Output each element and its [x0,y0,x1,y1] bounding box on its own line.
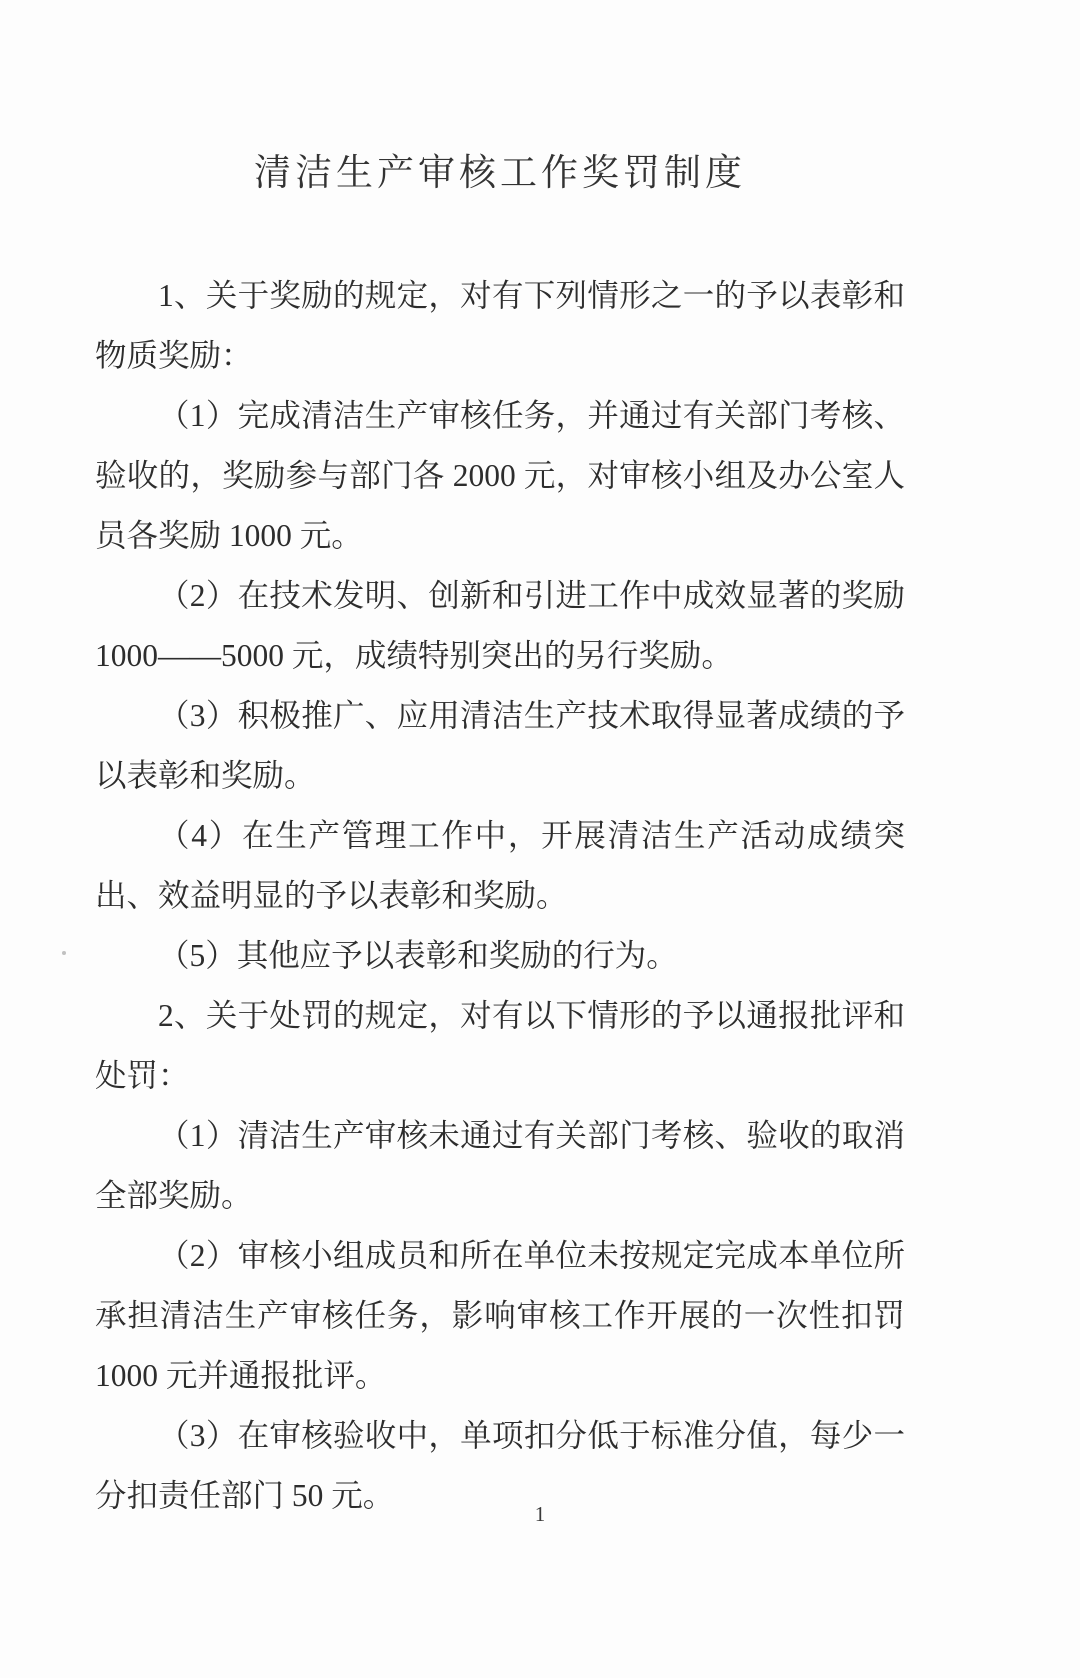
document-body [95,266,905,1526]
scan-artifact-dot [62,951,66,955]
paragraph-penalty-item-1: （1）清洁生产审核未通过有关部门考核、验收的取消全部奖励。 [95,1118,905,1213]
document-content [95,150,905,1526]
paragraph-penalty-item-2: （2）审核小组成员和所在单位未按规定完成本单位所承担清洁生产审核任务，影响审核工作开展的一次性扣罚 1000 元并通报批评。 [95,1238,905,1393]
document-title: 清洁生产审核工作奖罚制度 [254,153,746,194]
paragraph-reward-item-5: （5）其他应予以表彰和奖励的行为。 [158,938,678,973]
paragraph-reward-item-3: （3）积极推广、应用清洁生产技术取得显著成绩的予以表彰和奖励。 [95,698,905,793]
paragraph-reward-intro: 1、关于奖励的规定，对有下列情形之一的予以表彰和物质奖励： [95,278,905,373]
paragraph-penalty-intro: 2、关于处罚的规定，对有以下情形的予以通报批评和处罚： [95,998,905,1093]
paragraph-reward-item-4: （4）在生产管理工作中，开展清洁生产活动成绩突出、效益明显的予以表彰和奖励。 [95,818,905,913]
paragraph-reward-item-2: （2）在技术发明、创新和引进工作中成效显著的奖励 1000——5000 元，成绩特别突出的另行奖励。 [95,578,905,673]
paragraph-reward-item-1: （1）完成清洁生产审核任务，并通过有关部门考核、验收的，奖励参与部门各 2000 元，对审核小组及办公室人员各奖励 1000 元。 [95,398,905,553]
page-number: 1 [534,1502,546,1526]
paragraph-penalty-item-3: （3）在审核验收中，单项扣分低于标准分值，每少一分扣责任部门 50 元。 [95,1418,905,1513]
